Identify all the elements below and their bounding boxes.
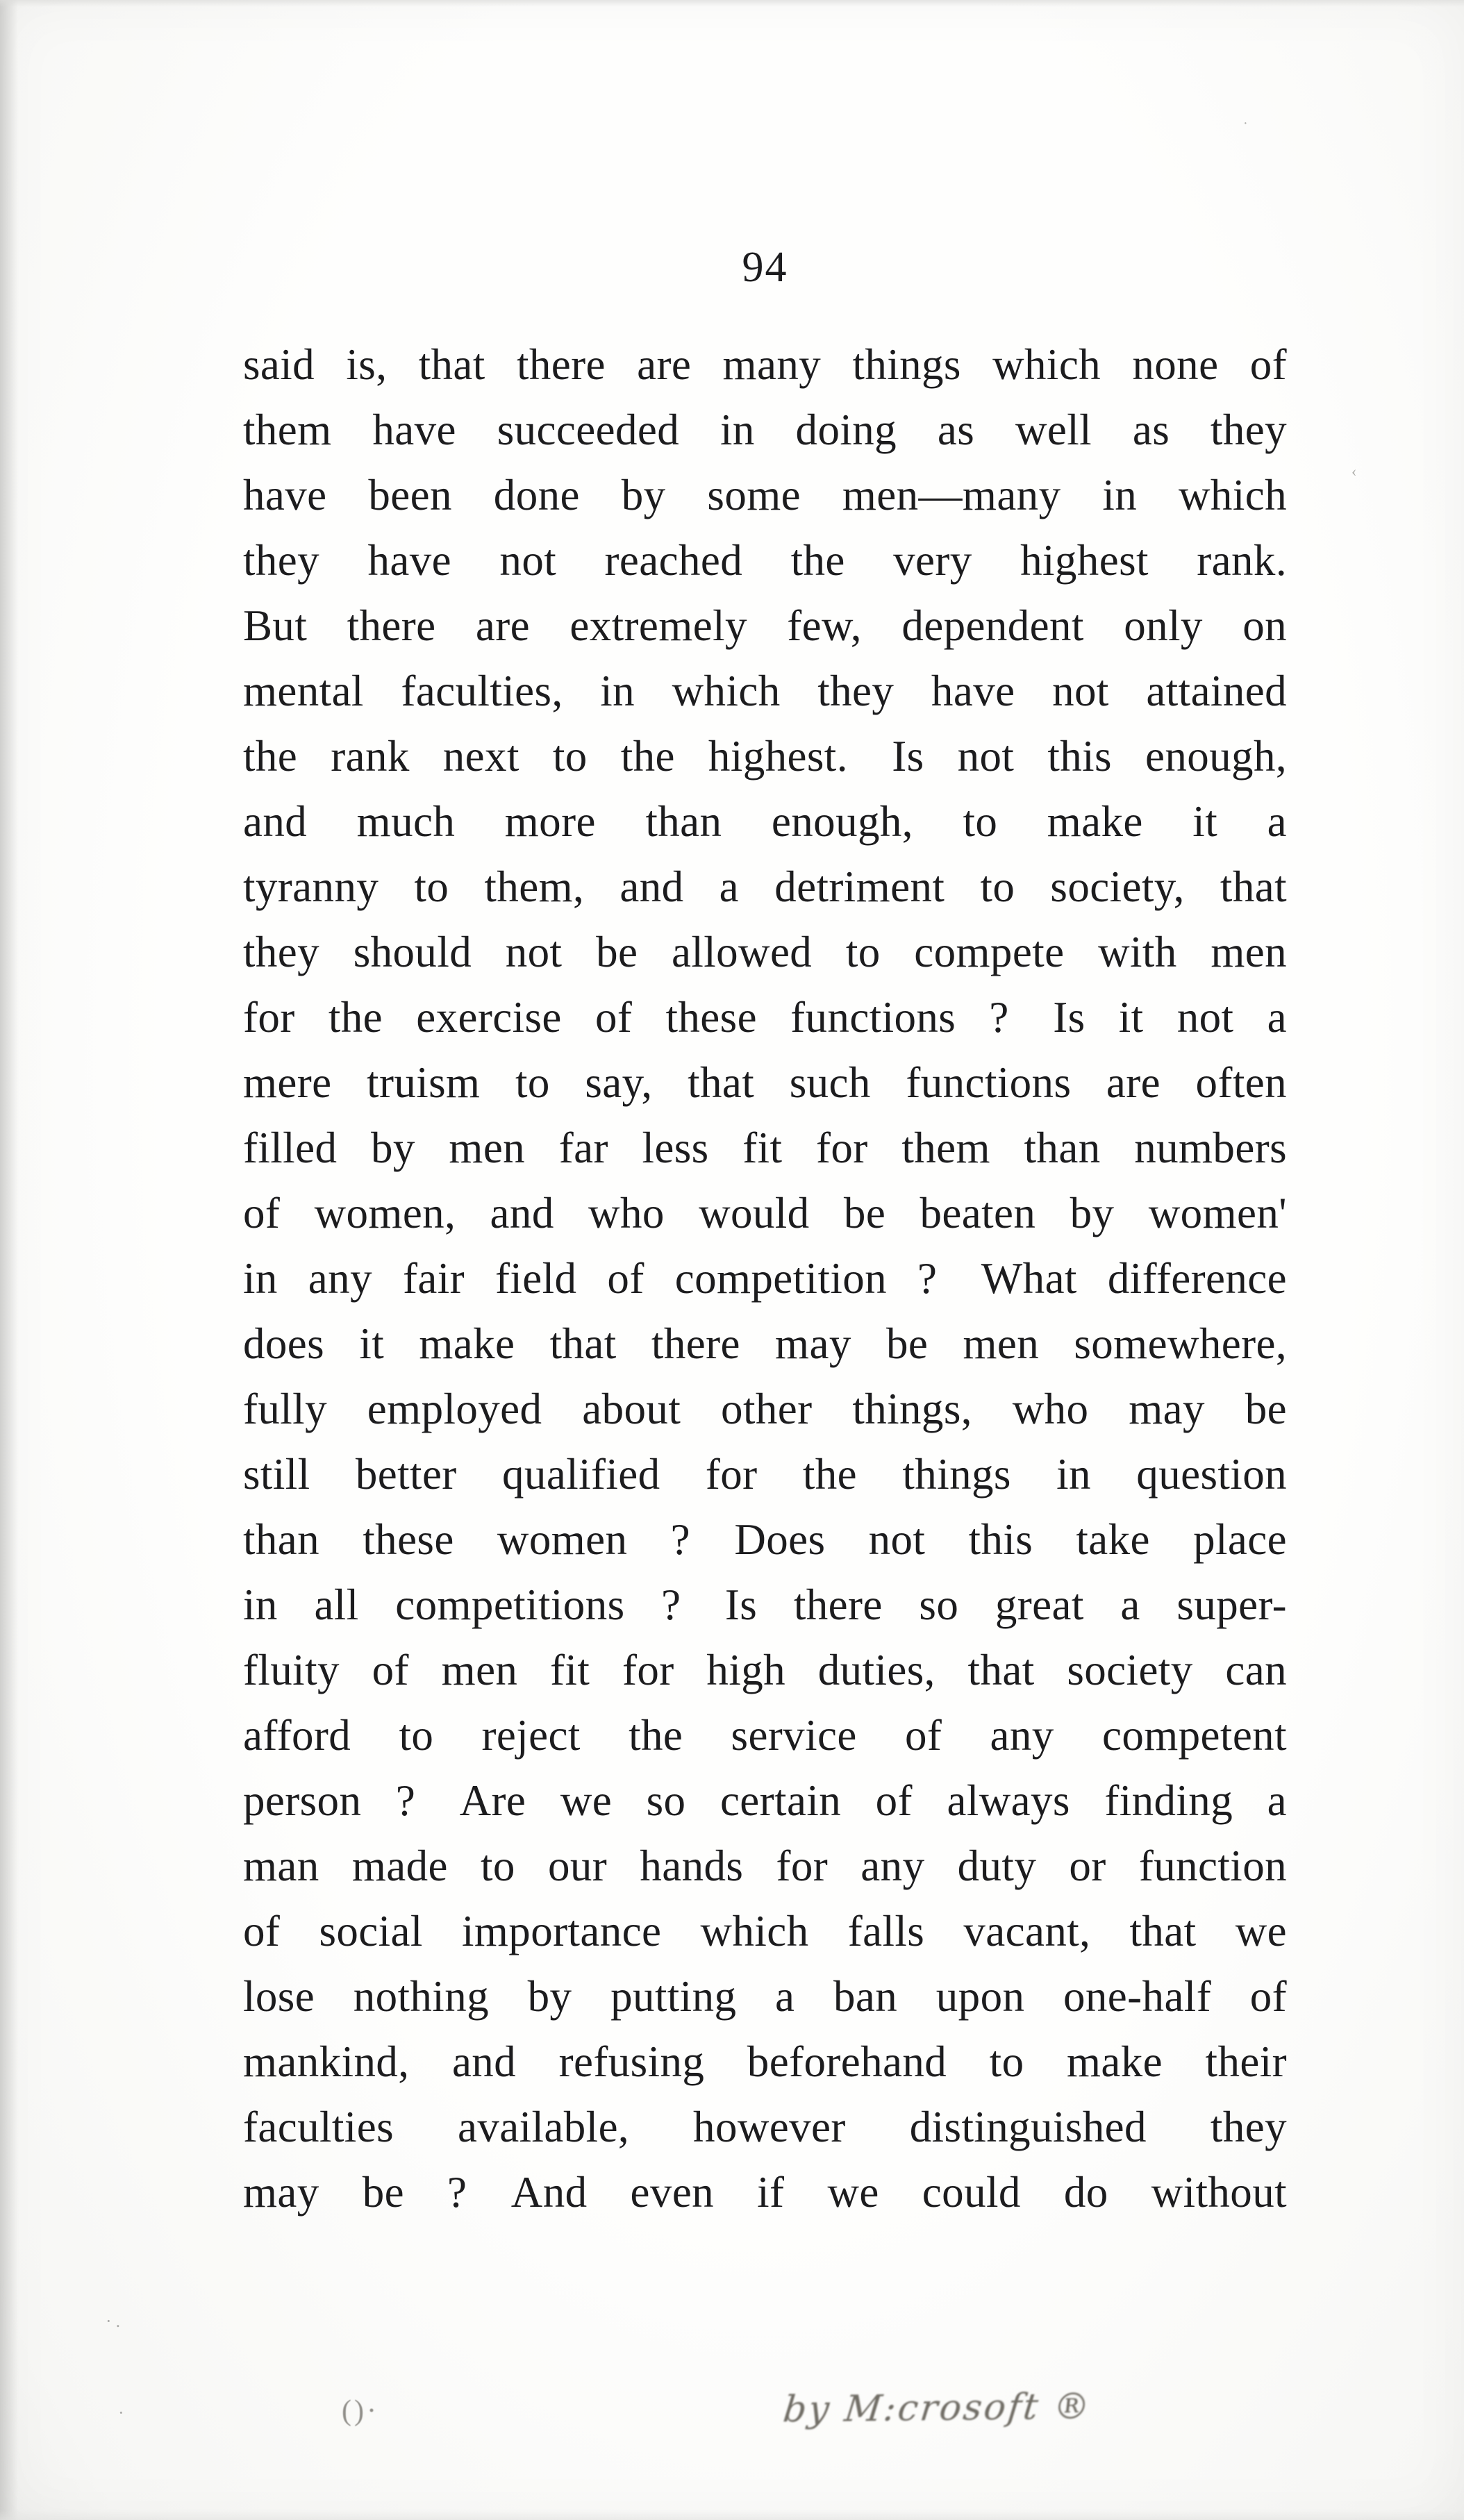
text-line: tyranny to them, and a detriment to society, that	[243, 862, 1287, 911]
text-line: they have not reached the very highest rank.	[243, 536, 1287, 585]
text-line: person ? Are we so certain of always finding a	[243, 1776, 1287, 1825]
text-line: may be ? And even if we could do without	[243, 2168, 1287, 2217]
text-line: still better qualified for the things in question	[243, 1450, 1287, 1499]
page-number: 94	[742, 244, 788, 291]
text-line: man made to our hands for any duty or function	[243, 1842, 1287, 1890]
text-line: said is, that there are many things which none of	[243, 340, 1287, 389]
text-line: than these women ? Does not this take place	[243, 1515, 1287, 1564]
scan-speck: ·.	[106, 2311, 125, 2331]
text-line: But there are extremely few, dependent only on	[243, 601, 1287, 650]
scan-speck: ·	[1243, 116, 1248, 131]
text-line: of social importance which falls vacant, that we	[243, 1907, 1287, 1955]
scan-edge-shadow-bottom	[0, 2510, 1464, 2520]
text-line: have been done by some men—many in which	[243, 471, 1287, 519]
scan-speck: ·	[118, 2403, 124, 2423]
text-line: mere truism to say, that such functions are often	[243, 1058, 1287, 1107]
text-line: faculties available, however distinguished they	[243, 2103, 1287, 2151]
text-line: mental faculties, in which they have not attained	[243, 667, 1287, 715]
text-line: they should not be allowed to compete with men	[243, 928, 1287, 976]
text-line: for the exercise of these functions ? Is it not a	[243, 993, 1287, 1042]
text-line: and much more than enough, to make it a	[243, 797, 1287, 846]
text-line: does it make that there may be men somewhere,	[243, 1319, 1287, 1368]
text-line: afford to reject the service of any competent	[243, 1711, 1287, 1760]
text-line: them have succeeded in doing as well as they	[243, 406, 1287, 454]
text-line: in any fair field of competition ? What difference	[243, 1254, 1287, 1303]
text-line: fully employed about other things, who may be	[243, 1385, 1287, 1433]
scan-speck: ‹	[1351, 462, 1357, 480]
text-line: mankind, and refusing beforehand to make their	[243, 2037, 1287, 2086]
text-line: the rank next to the highest. Is not this enough,	[243, 732, 1287, 781]
text-line: in all competitions ? Is there so great a super-	[243, 1580, 1287, 1629]
scan-edge-shadow-left	[0, 0, 18, 2520]
text-line: filled by men far less fit for them than numbers	[243, 1124, 1287, 1172]
text-line: of women, and who would be beaten by women'	[243, 1189, 1287, 1237]
digitization-watermark: by M:crosoft ®	[781, 2385, 1095, 2431]
scan-edge-shadow-top	[0, 0, 1464, 7]
text-line: lose nothing by putting a ban upon one-half of	[243, 1972, 1287, 2021]
body-text-block	[243, 332, 1287, 2225]
footer-left-mark: ()·	[342, 2395, 379, 2427]
text-line: fluity of men fit for high duties, that society can	[243, 1646, 1287, 1694]
